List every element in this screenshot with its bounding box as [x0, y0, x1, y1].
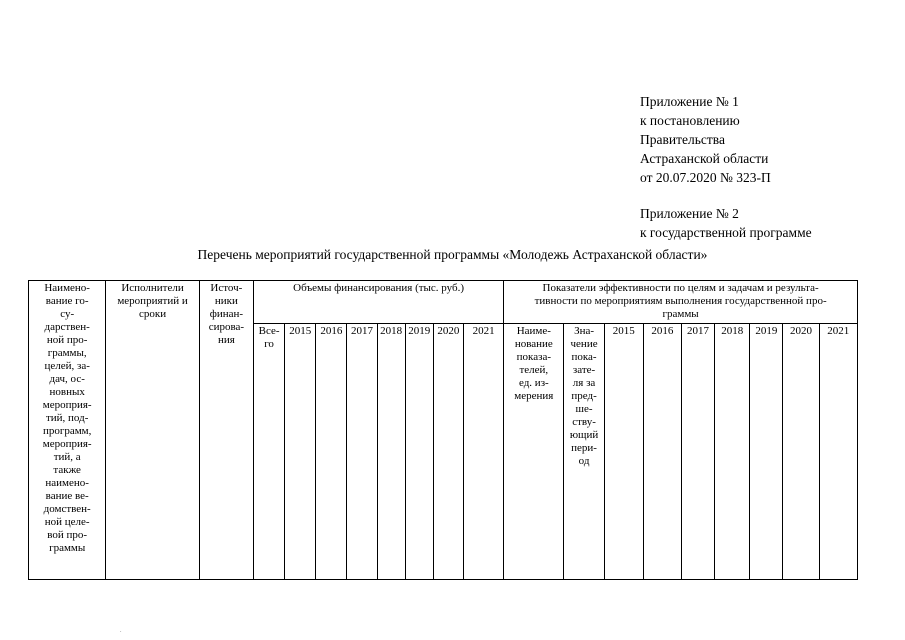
header-funding-year: 2016 [316, 324, 347, 580]
document-title: Перечень мероприятий государственной программы «Молодежь Астраханской области» [197, 247, 708, 262]
header-funding-volumes: Объемы финансирования (тыс. руб.) [254, 281, 504, 324]
appendix-2-line: к государственной программе [640, 225, 812, 240]
header-funding-year: 2018 [377, 324, 405, 580]
header-executors: Исполнители мероприятий и сроки [106, 281, 199, 580]
header-funding-year: 2019 [405, 324, 433, 580]
header-indicator-year: 2016 [643, 324, 681, 580]
header-indicator-year: 2020 [783, 324, 819, 580]
header-indicator-year: 2021 [819, 324, 857, 580]
measures-table [28, 280, 858, 580]
header-indicator-name: Наиме- нование показа- телей, ед. из- мерения [504, 324, 564, 580]
header-funding-year: 2017 [347, 324, 377, 580]
appendix-1-line: к постановлению [640, 113, 740, 128]
header-funding-year: 2021 [463, 324, 503, 580]
header-indicator-year: 2018 [715, 324, 750, 580]
scan-mark: . [120, 628, 122, 634]
appendix-1-line: Приложение № 1 [640, 94, 739, 109]
header-performance-indicators: Показатели эффективности по целям и задачам и результа- тивности по мероприятиям выполнения государственной про- граммы [504, 281, 858, 324]
header-indicator-year: 2017 [681, 324, 714, 580]
spacer [640, 187, 812, 204]
header-indicator-year: 2015 [604, 324, 643, 580]
header-funding-year: 2015 [285, 324, 316, 580]
header-program-name: Наимено- вание го- су- дарствен- ной про- граммы, целей, за- дач, ос- новных мероприя- тий, под- программ, мероприя- тий, а также наимено- вание ве- домствен- ной целе- вой про- граммы [29, 281, 106, 580]
appendix-1-line: Правительства [640, 132, 725, 147]
appendix-1-line: от 20.07.2020 № 323-П [640, 170, 771, 185]
appendix-2-line: Приложение № 2 [640, 206, 739, 221]
appendix-1-line: Астраханской области [640, 151, 769, 166]
header-previous-period-value: Зна- чение пока- зате- ля за пред- ше- ству- ющий пери- од [564, 324, 604, 580]
header-indicator-year: 2019 [750, 324, 783, 580]
header-funding-source: Источ- ники финан- сирова- ния [199, 281, 253, 580]
header-funding-total: Все- го [254, 324, 285, 580]
appendix-block [640, 92, 812, 242]
header-funding-year: 2020 [433, 324, 463, 580]
